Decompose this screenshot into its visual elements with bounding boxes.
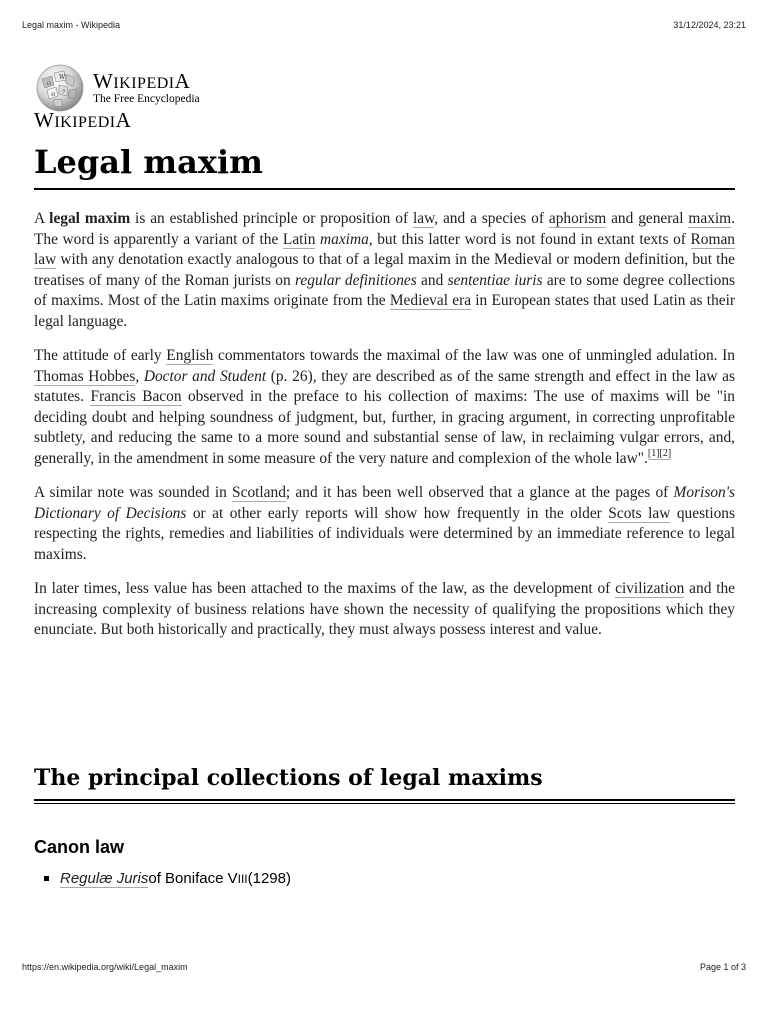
svg-text:Ω: Ω <box>47 81 52 87</box>
term-italic: regular definitiones <box>295 271 417 289</box>
text: . The word is apparently a variant of the <box>34 210 735 248</box>
text: is an established principle or proposition of <box>130 210 413 227</box>
paragraph-scotland <box>34 483 735 565</box>
term-italic: maxima <box>320 230 369 248</box>
link-latin[interactable]: Latin <box>282 230 316 248</box>
text: A <box>34 210 50 227</box>
page-title: Legal maxim <box>34 143 735 190</box>
list-item-text: (1298) <box>247 870 291 887</box>
text: and the increasing complexity of business relations have shown the necessity of qualifying the propositions which they enunciate. But both historically and practically, they must always possess interest and value. <box>34 580 735 638</box>
print-footer <box>22 962 746 972</box>
bullet-icon <box>44 876 49 881</box>
text: commentators towards the maximal of the law was one of unmingled adulation. In <box>213 347 736 364</box>
text: ; and it has been well observed that a glance at the pages of <box>285 484 674 501</box>
svg-text:И: И <box>51 92 56 98</box>
paragraph-intro <box>34 209 735 332</box>
text: The attitude of early <box>34 347 167 364</box>
text: , <box>135 367 144 385</box>
link-civilization[interactable]: civilization <box>615 580 685 597</box>
text: and general <box>606 210 689 227</box>
link-law[interactable]: law <box>412 210 435 227</box>
svg-text:W: W <box>59 74 66 81</box>
subsection-heading: Canon law <box>34 837 125 857</box>
link-scotland[interactable]: Scotland <box>232 484 286 501</box>
work-title-italic: Doctor and Student <box>143 367 267 385</box>
print-header-title: Legal maxim - Wikipedia <box>22 20 121 30</box>
citation-1[interactable]: [1] <box>647 448 660 460</box>
link-maxim[interactable]: maxim <box>688 210 732 227</box>
wordmark2-initial: W <box>34 108 55 132</box>
wikipedia-logo[interactable] <box>33 63 200 113</box>
wordmark-title <box>93 68 200 93</box>
section-divider <box>34 803 735 804</box>
term-italic: sententiae iuris <box>447 271 543 289</box>
text: observed in the preface to his collection of maxims: The use of maxims will be "in deciding doubt and helping soundness of judgment, but, further, in gracing argument, in correcting unprofitable subtlety, and reducing the same to a more sound and substantial sense of law, in reclaiming vulgar errors, and, generally, in the amendment in some measure of the very nature and complexion of the whole law". <box>34 388 735 467</box>
wordmark2-end: A <box>115 108 132 132</box>
paragraph-later-times <box>34 579 735 641</box>
wordmark-initial: W <box>93 68 114 93</box>
link-roman-law[interactable]: Roman law <box>34 230 735 268</box>
wikipedia-wordmark-secondary[interactable] <box>34 108 131 133</box>
text: questions respecting the rights, remedies and liabilities of individuals were determined by an immediate reference to legal maxims. <box>34 504 735 563</box>
link-francis-bacon[interactable]: Francis Bacon <box>90 388 182 405</box>
term-bold: legal maxim <box>49 210 131 227</box>
text: A similar note was sounded in <box>34 484 233 501</box>
paragraph-attitude <box>34 346 735 469</box>
wordmark-tagline: The Free Encyclopedia <box>93 92 200 105</box>
wikipedia-wordmark <box>93 68 200 106</box>
section-heading: The principal collections of legal maxims <box>34 765 735 801</box>
text: In later times, less value has been attached to the maxims of the law, as the development of <box>34 580 616 597</box>
wikipedia-globe-icon <box>33 63 87 113</box>
list-item-text: of Boniface V <box>148 870 238 887</box>
text: with any denotation exactly analogous to that of a legal maxim in the Medieval or modern definition, but the treatises of many of the Roman jurists on <box>34 251 735 289</box>
wordmark-end: A <box>174 68 191 93</box>
text: in European states that used Latin as their legal language. <box>34 292 735 330</box>
print-footer-url: https://en.wikipedia.org/wiki/Legal_maxim <box>22 962 188 972</box>
text: (p. 26), they are described as of the same strength and effect in the law as statutes. <box>34 367 735 405</box>
link-english[interactable]: English <box>166 347 214 364</box>
collections-list <box>44 870 291 887</box>
work-title-italic: Morison's Dictionary of Decisions <box>34 484 735 522</box>
text: , but this latter word is not found in extant texts of <box>368 230 691 248</box>
text: or at other early reports will show how frequently in the older <box>186 504 609 522</box>
link-medieval-era[interactable]: Medieval era <box>389 292 472 309</box>
text: are to some degree collections of maxims. Most of the Latin maxims originate from the <box>34 271 735 309</box>
list-item <box>44 870 291 887</box>
print-header <box>22 20 746 30</box>
print-footer-page: Page 1 of 3 <box>699 962 746 972</box>
text: and <box>416 271 448 289</box>
text: , and a species of <box>434 210 549 227</box>
link-regulae-juris[interactable]: Regulæ Juris <box>60 870 149 887</box>
wordmark2-middle: IKIPEDI <box>54 114 116 131</box>
svg-text:ウ: ウ <box>61 89 67 95</box>
link-thomas-hobbes[interactable]: Thomas Hobbes <box>34 367 136 385</box>
print-header-datetime: 31/12/2024, 23:21 <box>673 20 746 30</box>
citation-2[interactable]: [2] <box>659 448 672 460</box>
wordmark-middle: IKIPEDI <box>113 74 175 92</box>
list-item-text-smallcaps: III <box>237 871 248 886</box>
link-aphorism[interactable]: aphorism <box>548 210 607 227</box>
link-scots-law[interactable]: Scots law <box>608 504 671 522</box>
article-body <box>34 209 735 655</box>
